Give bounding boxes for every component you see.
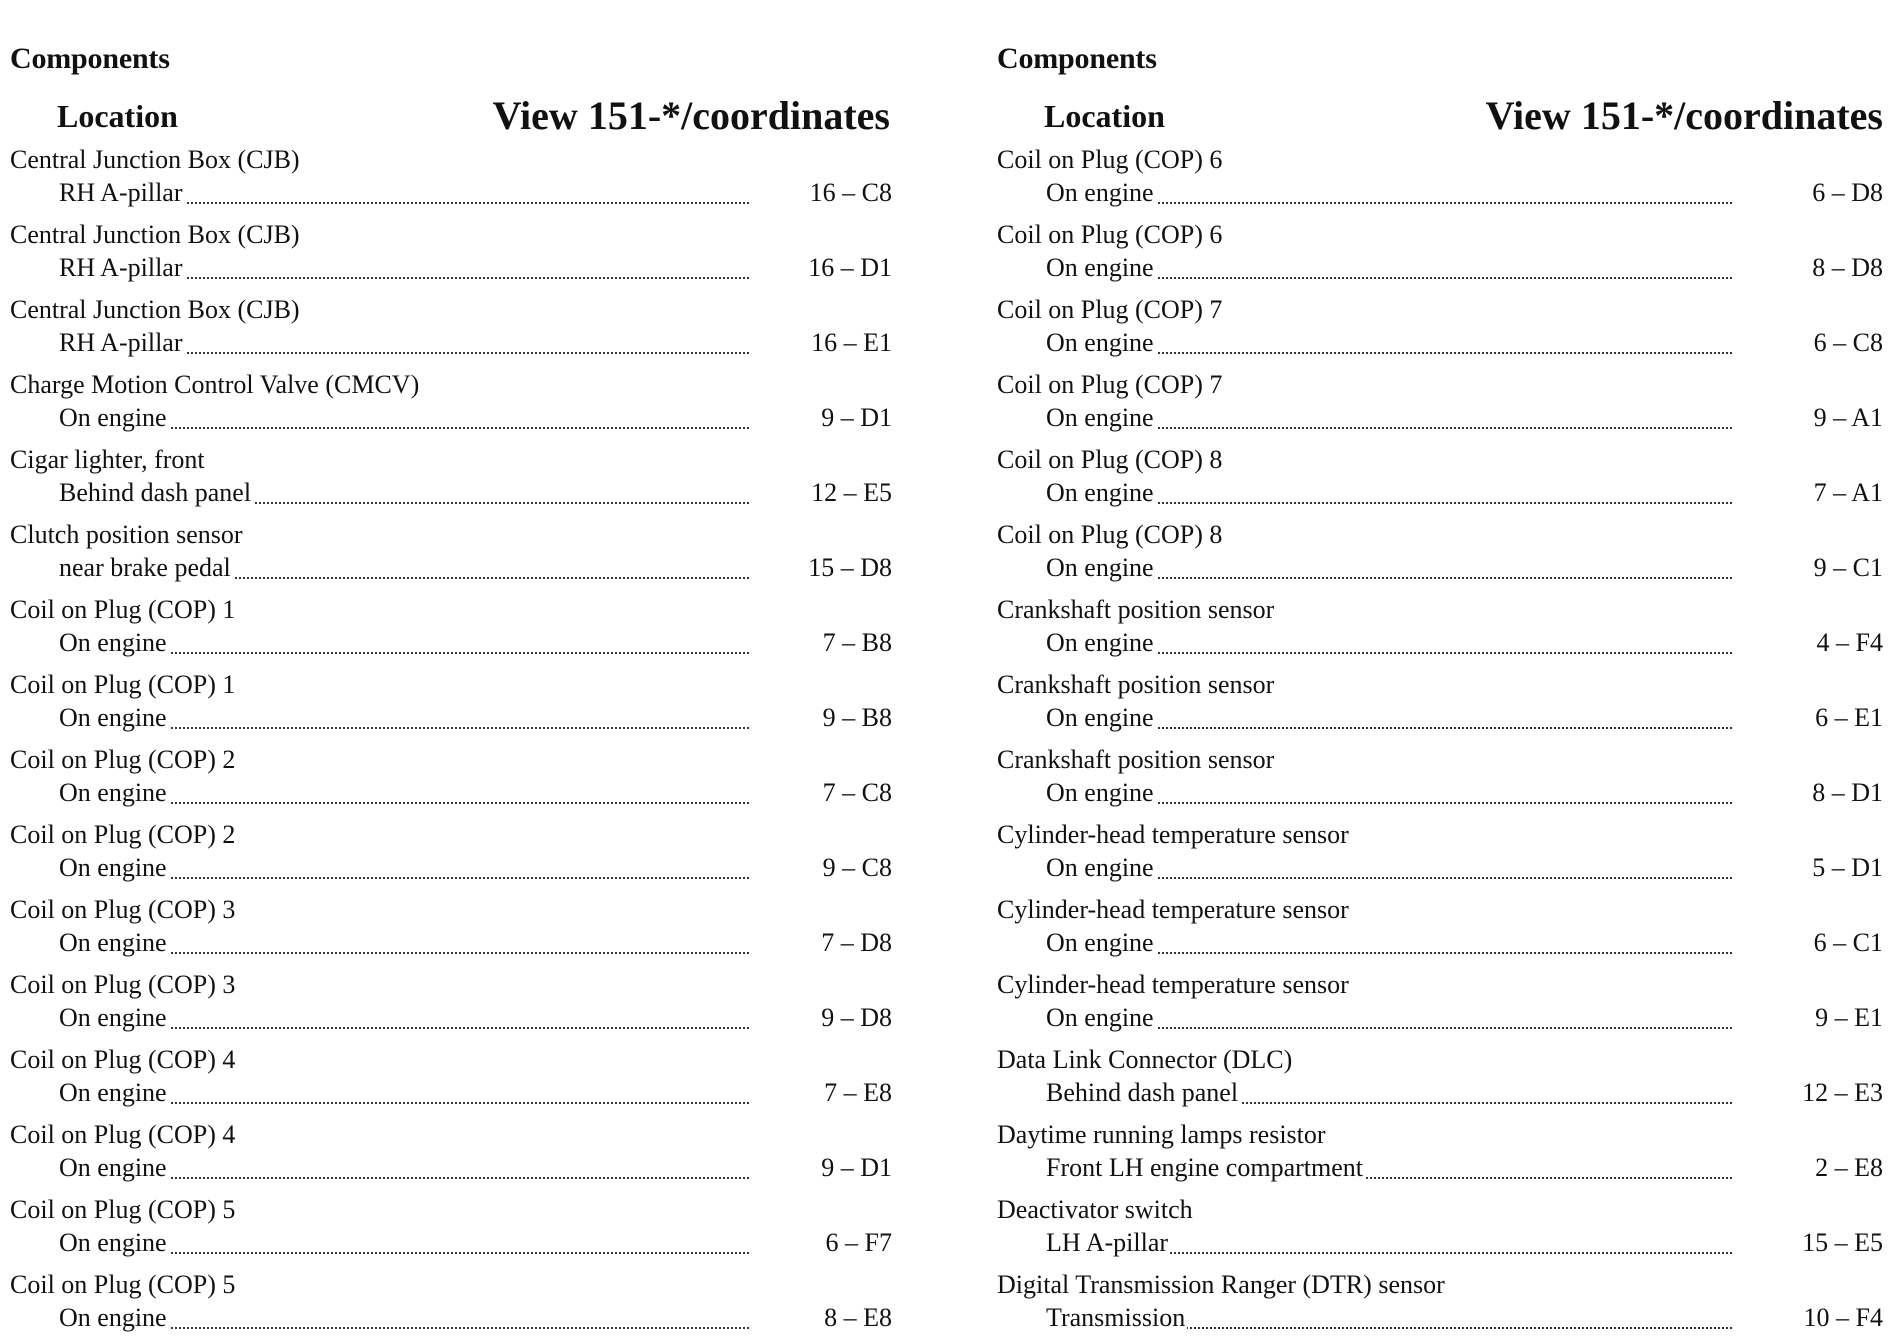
location-text: On engine (1046, 1003, 1154, 1032)
location-row (59, 553, 892, 585)
component-list (997, 143, 1883, 1343)
list-item (10, 518, 892, 593)
list-item (997, 668, 1883, 743)
location-header: Location (1044, 98, 1165, 134)
list-item (997, 443, 1883, 518)
list-item (10, 1268, 892, 1343)
view-coordinate: 16 – C8 (809, 178, 892, 207)
location-row (1046, 703, 1883, 735)
location-text: near brake pedal (59, 553, 231, 582)
location-row (1046, 553, 1883, 585)
list-item (997, 968, 1883, 1043)
component-name: Digital Transmission Ranger (DTR) sensor (997, 1270, 1445, 1299)
list-item (10, 743, 892, 818)
list-item (10, 218, 892, 293)
location-row (1046, 1153, 1883, 1185)
location-text: On engine (59, 403, 167, 432)
component-name: Data Link Connector (DLC) (997, 1045, 1293, 1074)
list-item (997, 1118, 1883, 1193)
component-name: Coil on Plug (COP) 1 (10, 595, 236, 624)
component-name: Central Junction Box (CJB) (10, 145, 300, 174)
location-text: On engine (1046, 178, 1154, 207)
location-text: RH A-pillar (59, 253, 183, 282)
location-row (59, 928, 892, 960)
view-coordinates-header: View 151-*/coordinates (492, 93, 890, 138)
location-text: Behind dash panel (59, 478, 252, 507)
location-row (1046, 1303, 1883, 1335)
view-coordinate: 7 – A1 (1813, 478, 1883, 507)
view-coordinate: 9 – E1 (1815, 1003, 1883, 1032)
location-row (59, 853, 892, 885)
list-item (997, 1268, 1883, 1343)
list-item (10, 668, 892, 743)
component-name: Clutch position sensor (10, 520, 243, 549)
component-name: Charge Motion Control Valve (CMCV) (10, 370, 420, 399)
location-text: LH A-pillar (1046, 1228, 1169, 1257)
location-text: RH A-pillar (59, 178, 183, 207)
list-item (997, 518, 1883, 593)
list-item (997, 218, 1883, 293)
location-row (59, 328, 892, 360)
component-name: Coil on Plug (COP) 8 (997, 520, 1223, 549)
location-row (59, 178, 892, 210)
list-item (997, 818, 1883, 893)
view-coordinate: 8 – E8 (824, 1303, 892, 1332)
location-text: Transmission (1046, 1303, 1186, 1332)
component-name: Crankshaft position sensor (997, 595, 1275, 624)
list-item (997, 143, 1883, 218)
list-item (10, 818, 892, 893)
view-coordinate: 2 – E8 (1815, 1153, 1883, 1182)
location-text: On engine (1046, 778, 1154, 807)
component-name: Crankshaft position sensor (997, 745, 1275, 774)
component-name: Cylinder-head temperature sensor (997, 970, 1349, 999)
location-text: On engine (59, 853, 167, 882)
view-coordinate: 9 – D8 (821, 1003, 892, 1032)
location-text: On engine (1046, 478, 1154, 507)
location-text: RH A-pillar (59, 328, 183, 357)
location-row (1046, 1228, 1883, 1260)
location-row (1046, 328, 1883, 360)
view-coordinate: 6 – C1 (1813, 928, 1883, 957)
list-item (10, 143, 892, 218)
left-column (10, 0, 892, 1344)
location-header: Location (57, 98, 178, 134)
list-item (10, 1193, 892, 1268)
location-row (1046, 403, 1883, 435)
view-coordinate: 6 – D8 (1812, 178, 1883, 207)
component-name: Coil on Plug (COP) 4 (10, 1120, 236, 1149)
view-coordinate: 9 – C8 (822, 853, 892, 882)
location-row (1046, 928, 1883, 960)
view-coordinate: 6 – C8 (1813, 328, 1883, 357)
view-coordinate: 9 – D1 (821, 1153, 892, 1182)
location-text: On engine (59, 928, 167, 957)
location-text: On engine (59, 703, 167, 732)
component-name: Coil on Plug (COP) 6 (997, 145, 1223, 174)
list-item (997, 293, 1883, 368)
location-row (59, 703, 892, 735)
view-coordinate: 6 – E1 (1815, 703, 1883, 732)
view-coordinate: 8 – D8 (1812, 253, 1883, 282)
view-coordinate: 7 – B8 (822, 628, 892, 657)
component-name: Coil on Plug (COP) 7 (997, 295, 1223, 324)
component-name: Deactivator switch (997, 1195, 1193, 1224)
view-coordinates-header: View 151-*/coordinates (1485, 93, 1883, 138)
view-coordinate: 10 – F4 (1803, 1303, 1883, 1332)
location-text: On engine (1046, 328, 1154, 357)
component-list (10, 143, 892, 1343)
view-coordinate: 15 – D8 (808, 553, 892, 582)
location-text: On engine (59, 628, 167, 657)
location-row (1046, 1078, 1883, 1110)
list-item (997, 743, 1883, 818)
view-coordinate: 6 – F7 (825, 1228, 892, 1257)
location-row (59, 478, 892, 510)
view-coordinate: 9 – D1 (821, 403, 892, 432)
component-name: Central Junction Box (CJB) (10, 295, 300, 324)
component-name: Cylinder-head temperature sensor (997, 820, 1349, 849)
component-name: Coil on Plug (COP) 2 (10, 745, 236, 774)
location-row (1046, 628, 1883, 660)
location-text: On engine (1046, 703, 1154, 732)
view-coordinate: 7 – E8 (824, 1078, 892, 1107)
location-text: On engine (1046, 853, 1154, 882)
location-row (1046, 253, 1883, 285)
list-item (10, 443, 892, 518)
component-name: Cylinder-head temperature sensor (997, 895, 1349, 924)
list-item (10, 893, 892, 968)
view-coordinate: 4 – F4 (1816, 628, 1883, 657)
list-item (10, 293, 892, 368)
component-name: Coil on Plug (COP) 6 (997, 220, 1223, 249)
view-coordinate: 16 – D1 (808, 253, 892, 282)
list-item (10, 1043, 892, 1118)
location-text: On engine (1046, 928, 1154, 957)
view-coordinate: 15 – E5 (1802, 1228, 1883, 1257)
view-coordinate: 7 – C8 (822, 778, 892, 807)
list-item (997, 368, 1883, 443)
component-name: Coil on Plug (COP) 7 (997, 370, 1223, 399)
location-row (59, 1228, 892, 1260)
view-coordinate: 9 – A1 (1813, 403, 1883, 432)
location-row (59, 253, 892, 285)
list-item (997, 1193, 1883, 1268)
section-title: Components (10, 42, 170, 75)
location-text: On engine (59, 1228, 167, 1257)
component-name: Coil on Plug (COP) 5 (10, 1195, 236, 1224)
location-text: On engine (59, 1003, 167, 1032)
location-row (1046, 478, 1883, 510)
location-text: On engine (59, 1303, 167, 1332)
location-row (1046, 778, 1883, 810)
view-coordinate: 12 – E3 (1802, 1078, 1883, 1107)
location-row (59, 778, 892, 810)
component-name: Crankshaft position sensor (997, 670, 1275, 699)
list-item (997, 1043, 1883, 1118)
location-text: On engine (59, 1153, 167, 1182)
location-row (59, 1003, 892, 1035)
component-name: Coil on Plug (COP) 2 (10, 820, 236, 849)
location-text: On engine (1046, 253, 1154, 282)
location-row (1046, 853, 1883, 885)
location-row (59, 1078, 892, 1110)
view-coordinate: 9 – B8 (822, 703, 892, 732)
view-coordinate: 5 – D1 (1812, 853, 1883, 882)
location-text: On engine (1046, 403, 1154, 432)
list-item (10, 593, 892, 668)
location-row (59, 403, 892, 435)
section-title: Components (997, 42, 1157, 75)
view-coordinate: 7 – D8 (821, 928, 892, 957)
location-text: On engine (1046, 553, 1154, 582)
location-text: Behind dash panel (1046, 1078, 1239, 1107)
location-row (59, 1153, 892, 1185)
right-column (997, 0, 1883, 1344)
view-coordinate: 16 – E1 (811, 328, 892, 357)
location-row (1046, 178, 1883, 210)
location-text: On engine (59, 1078, 167, 1107)
component-name: Coil on Plug (COP) 3 (10, 895, 236, 924)
component-name: Daytime running lamps resistor (997, 1120, 1326, 1149)
location-text: On engine (1046, 628, 1154, 657)
component-name: Coil on Plug (COP) 5 (10, 1270, 236, 1299)
view-coordinate: 12 – E5 (811, 478, 892, 507)
list-item (10, 368, 892, 443)
location-text: On engine (59, 778, 167, 807)
view-coordinate: 9 – C1 (1813, 553, 1883, 582)
location-text: Front LH engine compartment (1046, 1153, 1363, 1182)
list-item (997, 593, 1883, 668)
component-name: Coil on Plug (COP) 3 (10, 970, 236, 999)
component-name: Coil on Plug (COP) 4 (10, 1045, 236, 1074)
component-name: Cigar lighter, front (10, 445, 205, 474)
component-name: Coil on Plug (COP) 1 (10, 670, 236, 699)
location-row (59, 628, 892, 660)
list-item (10, 968, 892, 1043)
view-coordinate: 8 – D1 (1812, 778, 1883, 807)
location-row (1046, 1003, 1883, 1035)
component-name: Coil on Plug (COP) 8 (997, 445, 1223, 474)
list-item (997, 893, 1883, 968)
list-item (10, 1118, 892, 1193)
location-row (59, 1303, 892, 1335)
component-name: Central Junction Box (CJB) (10, 220, 300, 249)
